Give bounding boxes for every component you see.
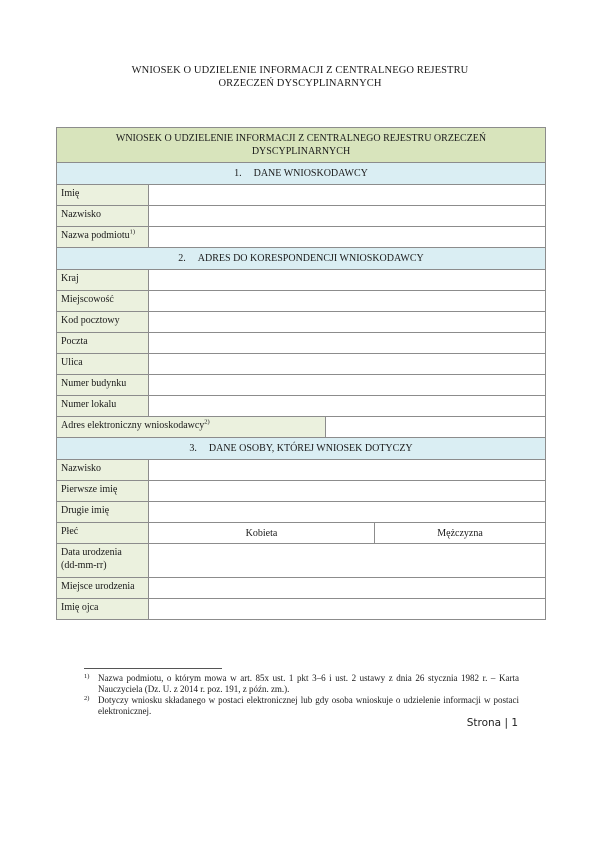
birth-place-field[interactable] <box>149 578 546 599</box>
section-heading-subject-person <box>57 438 546 460</box>
birth-date-field[interactable] <box>149 544 546 578</box>
father-name-field[interactable] <box>149 599 546 620</box>
field-label-street: Ulica <box>57 354 149 375</box>
last-name-field[interactable] <box>149 206 546 227</box>
form-row-subject-first-name <box>57 481 546 502</box>
sex-option-female[interactable]: Kobieta <box>149 523 375 544</box>
footnote-1 <box>84 673 519 695</box>
field-label-entity-name <box>57 227 149 248</box>
field-label-country: Kraj <box>57 270 149 291</box>
sex-option-male[interactable]: Mężczyzna <box>375 523 546 544</box>
post-office-field[interactable] <box>149 333 546 354</box>
field-label-subject-first-name: Pierwsze imię <box>57 481 149 502</box>
section-number: 2. <box>178 253 186 264</box>
label-text: Nazwa podmiotu <box>61 230 130 241</box>
field-label-birth-place: Miejsce urodzenia <box>57 578 149 599</box>
section-heading-applicant <box>57 163 546 185</box>
footnote-ref: 1) <box>129 228 136 236</box>
label-text: Data urodzenia <box>61 547 122 558</box>
form-row-subject-last-name <box>57 460 546 481</box>
section-title: DANE OSOBY, KTÓREJ WNIOSEK DOTYCZY <box>208 443 413 454</box>
form-row-postal-code <box>57 312 546 333</box>
section-title: DANE WNIOSKODAWCY <box>253 168 368 179</box>
document-title-line-2: ORZECZEŃ DYSCYPLINARNYCH <box>218 78 382 89</box>
field-label-first-name: Imię <box>57 185 149 206</box>
form-row-birth-date <box>57 544 546 578</box>
document-title <box>0 64 600 90</box>
footnote-mark: 2) <box>84 695 90 702</box>
section-number: 3. <box>189 443 197 454</box>
form-row-building-number <box>57 375 546 396</box>
field-label-sex: Płeć <box>57 523 149 544</box>
form-row-subject-second-name <box>57 502 546 523</box>
building-number-field[interactable] <box>149 375 546 396</box>
section-heading-correspondence-address <box>57 248 546 270</box>
footnotes <box>84 673 519 717</box>
field-label-subject-last-name: Nazwisko <box>57 460 149 481</box>
form-row-post-office <box>57 333 546 354</box>
form-row-sex <box>57 523 546 544</box>
subject-first-name-field[interactable] <box>149 481 546 502</box>
subject-second-name-field[interactable] <box>149 502 546 523</box>
email-address-field[interactable] <box>326 417 546 438</box>
footnote-text: Nazwa podmiotu, o którym mowa w art. 85x ust. 1 pkt 3–6 i ust. 2 ustawy z dnia 26 stycznia 1982 r. – Karta Nauczyciela (Dz. U. z 2014 r. poz. 191, z późn. zm.). <box>98 673 519 694</box>
form-row-first-name <box>57 185 546 206</box>
field-label-birth-date <box>57 544 149 578</box>
field-label-city: Miejscowość <box>57 291 149 312</box>
field-label-father-name: Imię ojca <box>57 599 149 620</box>
form-row-city <box>57 291 546 312</box>
first-name-field[interactable] <box>149 185 546 206</box>
apartment-number-field[interactable] <box>149 396 546 417</box>
page-number: Strona | 1 <box>466 717 518 729</box>
field-label-email-address <box>57 417 326 438</box>
application-form-table <box>56 127 546 620</box>
field-label-apartment-number: Numer lokalu <box>57 396 149 417</box>
city-field[interactable] <box>149 291 546 312</box>
form-row-street <box>57 354 546 375</box>
form-row-birth-place <box>57 578 546 599</box>
postal-code-field[interactable] <box>149 312 546 333</box>
country-field[interactable] <box>149 270 546 291</box>
footnote-ref: 2) <box>204 418 210 426</box>
field-label-post-office: Poczta <box>57 333 149 354</box>
footnote-divider <box>84 668 222 669</box>
form-row-email-address <box>57 417 546 438</box>
street-field[interactable] <box>149 354 546 375</box>
section-number: 1. <box>234 168 242 179</box>
document-title-line-1: WNIOSEK O UDZIELENIE INFORMACJI Z CENTRALNEGO REJESTRU <box>131 65 469 76</box>
form-row-father-name <box>57 599 546 620</box>
form-row-entity-name <box>57 227 546 248</box>
field-label-last-name: Nazwisko <box>57 206 149 227</box>
form-row-apartment-number <box>57 396 546 417</box>
field-label-subject-second-name: Drugie imię <box>57 502 149 523</box>
field-label-building-number: Numer budynku <box>57 375 149 396</box>
footnote-mark: 1) <box>84 673 90 680</box>
form-row-country <box>57 270 546 291</box>
form-title: WNIOSEK O UDZIELENIE INFORMACJI Z CENTRALNEGO REJESTRU ORZECZEŃ DYSCYPLINARNYCH <box>57 128 546 163</box>
subject-last-name-field[interactable] <box>149 460 546 481</box>
entity-name-field[interactable] <box>149 227 546 248</box>
footnote-text: Dotyczy wniosku składanego w postaci elektronicznej lub gdy osoba wnioskuje o udzielenie informacji w postaci elektronicznej. <box>98 695 519 716</box>
footnote-2 <box>84 695 519 717</box>
label-format-hint: (dd-mm-rr) <box>61 560 107 571</box>
form-row-last-name <box>57 206 546 227</box>
label-text: Adres elektroniczny wnioskodawcy <box>61 420 205 431</box>
section-title: ADRES DO KORESPONDENCJI WNIOSKODAWCY <box>197 253 424 264</box>
field-label-postal-code: Kod pocztowy <box>57 312 149 333</box>
